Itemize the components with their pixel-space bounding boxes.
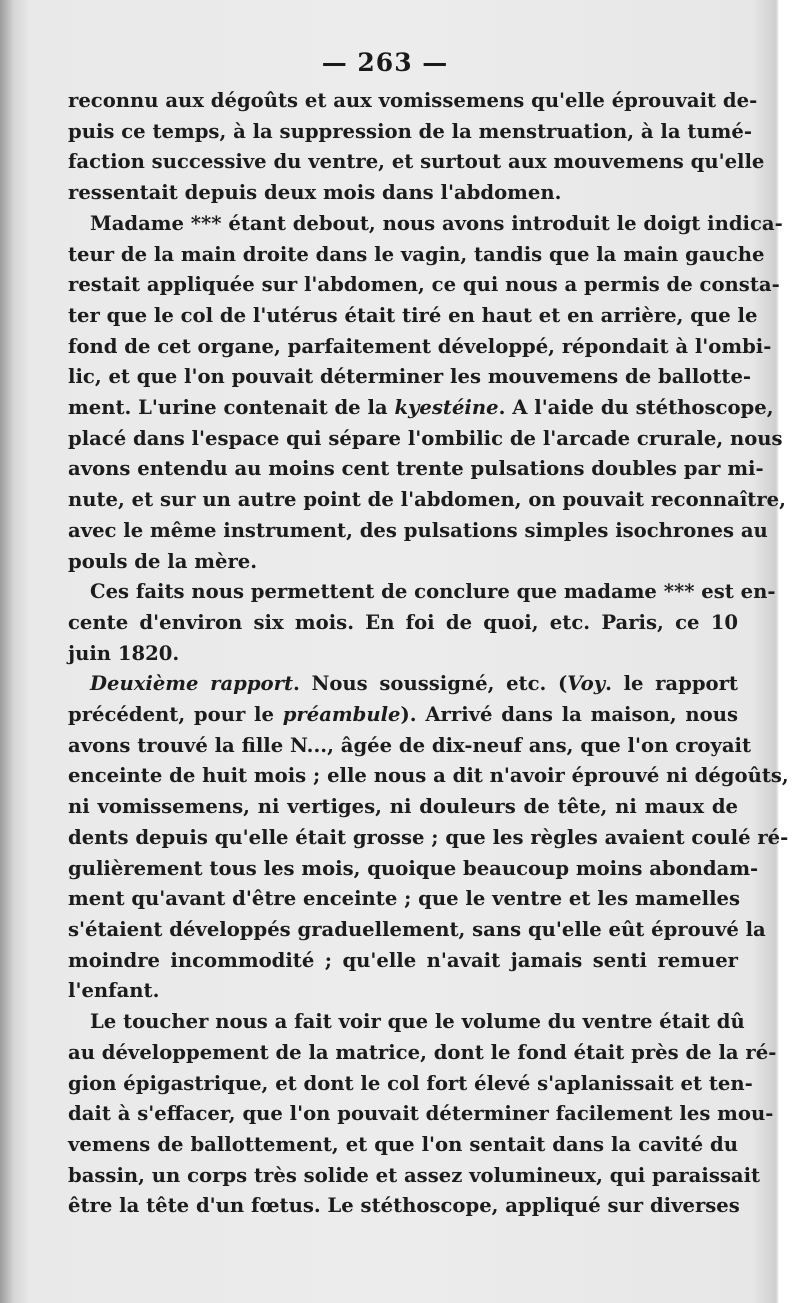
text-line: vemens de ballottement, et que l'on sentait dans la cavité du [68, 1132, 738, 1156]
text-line: ressentait depuis deux mois dans l'abdomen. [68, 181, 562, 205]
text-line: lic, et que l'on pouvait déterminer les mouvemens de ballotte- [68, 365, 752, 389]
text-line: gion épigastrique, et dont le col fort élevé s'aplanissait et ten- [68, 1071, 753, 1095]
text-line: au développement de la matrice, dont le fond était près de la ré- [68, 1040, 777, 1064]
text-line: gulièrement tous les mois, quoique beaucoup moins abondam- [68, 856, 759, 880]
text-line: enceinte de huit mois ; elle nous a dit n'avoir éprouvé ni dégoûts, [68, 764, 789, 788]
text-line: s'étaient développés graduellement, sans qu'elle eût éprouvé la [68, 917, 766, 941]
text-line: l'enfant. [68, 979, 160, 1003]
text-line [68, 700, 738, 731]
text-line: fond de cet organe, parfaitement développé, répondait à l'ombi- [68, 334, 772, 358]
text-line: dents depuis qu'elle était grosse ; que les règles avaient coulé ré- [68, 825, 789, 849]
text-line: restait appliquée sur l'abdomen, ce qui nous a permis de consta- [68, 273, 780, 297]
text-line: faction successive du ventre, et surtout aux mouvemens qu'elle [68, 150, 765, 174]
text-line: être la tête d'un fœtus. Le stéthoscope, appliqué sur diverses [68, 1194, 740, 1218]
text-line: Ces faits nous permettent de conclure que madame *** est en- [90, 580, 776, 604]
italic-term: préambule [282, 703, 401, 727]
italic-term: kyestéine [394, 396, 499, 420]
text-fragment: . le rapport [605, 672, 738, 696]
text-line: teur de la main droite dans le vagin, tandis que la main gauche [68, 242, 765, 266]
text-line: placé dans l'espace qui sépare l'ombilic de l'arcade crurale, nous [68, 426, 783, 450]
text-fragment: ). Arrivé dans la maison, nous [400, 703, 738, 727]
body-text [68, 86, 789, 1222]
text-line: cente d'environ six mois. En foi de quoi, etc. Paris, ce 10 [68, 610, 738, 634]
text-line: dait à s'effacer, que l'on pouvait déterminer facilement les mou- [68, 1102, 774, 1126]
text-fragment: ment. L'urine contenait de la [68, 396, 395, 420]
text-line: juin 1820. [68, 641, 180, 665]
text-line: pouls de la mère. [68, 549, 258, 573]
text-line: avons trouvé la fille N..., âgée de dix-neuf ans, que l'on croyait [68, 733, 752, 757]
text-line: Madame *** étant debout, nous avons introduit le doigt indica- [90, 211, 783, 235]
text-line: bassin, un corps très solide et assez volumineux, qui paraissait [68, 1163, 761, 1187]
text-line: avons entendu au moins cent trente pulsations doubles par mi- [68, 457, 764, 481]
text-line: Le toucher nous a fait voir que le volume du ventre était dû [90, 1010, 745, 1034]
italic-heading: Deuxième rapport [90, 672, 293, 696]
page-number: — 263 — [321, 48, 449, 77]
text-fragment: . Nous soussigné, etc. ( [293, 672, 568, 696]
text-line: moindre incommodité ; qu'elle n'avait jamais senti remuer [68, 948, 738, 972]
text-fragment: . A l'aide du stéthoscope, [498, 396, 774, 420]
text-line [68, 669, 738, 700]
text-line: nute, et sur un autre point de l'abdomen, on pouvait reconnaître, [68, 488, 786, 512]
text-line: ni vomissemens, ni vertiges, ni douleurs de tête, ni maux de [68, 795, 738, 819]
text-line: puis ce temps, à la suppression de la menstruation, à la tumé- [68, 119, 752, 143]
text-fragment: précédent, pour le [68, 703, 283, 727]
text-line [68, 393, 774, 424]
text-line: ment qu'avant d'être enceinte ; que le ventre et les mamelles [68, 887, 741, 911]
text-line: reconnu aux dégoûts et aux vomissemens qu'elle éprouvait de- [68, 89, 758, 112]
italic-term: Voy [567, 672, 606, 696]
text-line: ter que le col de l'utérus était tiré en haut et en arrière, que le [68, 303, 758, 327]
text-line: avec le même instrument, des pulsations simples isochrones au [68, 518, 768, 542]
